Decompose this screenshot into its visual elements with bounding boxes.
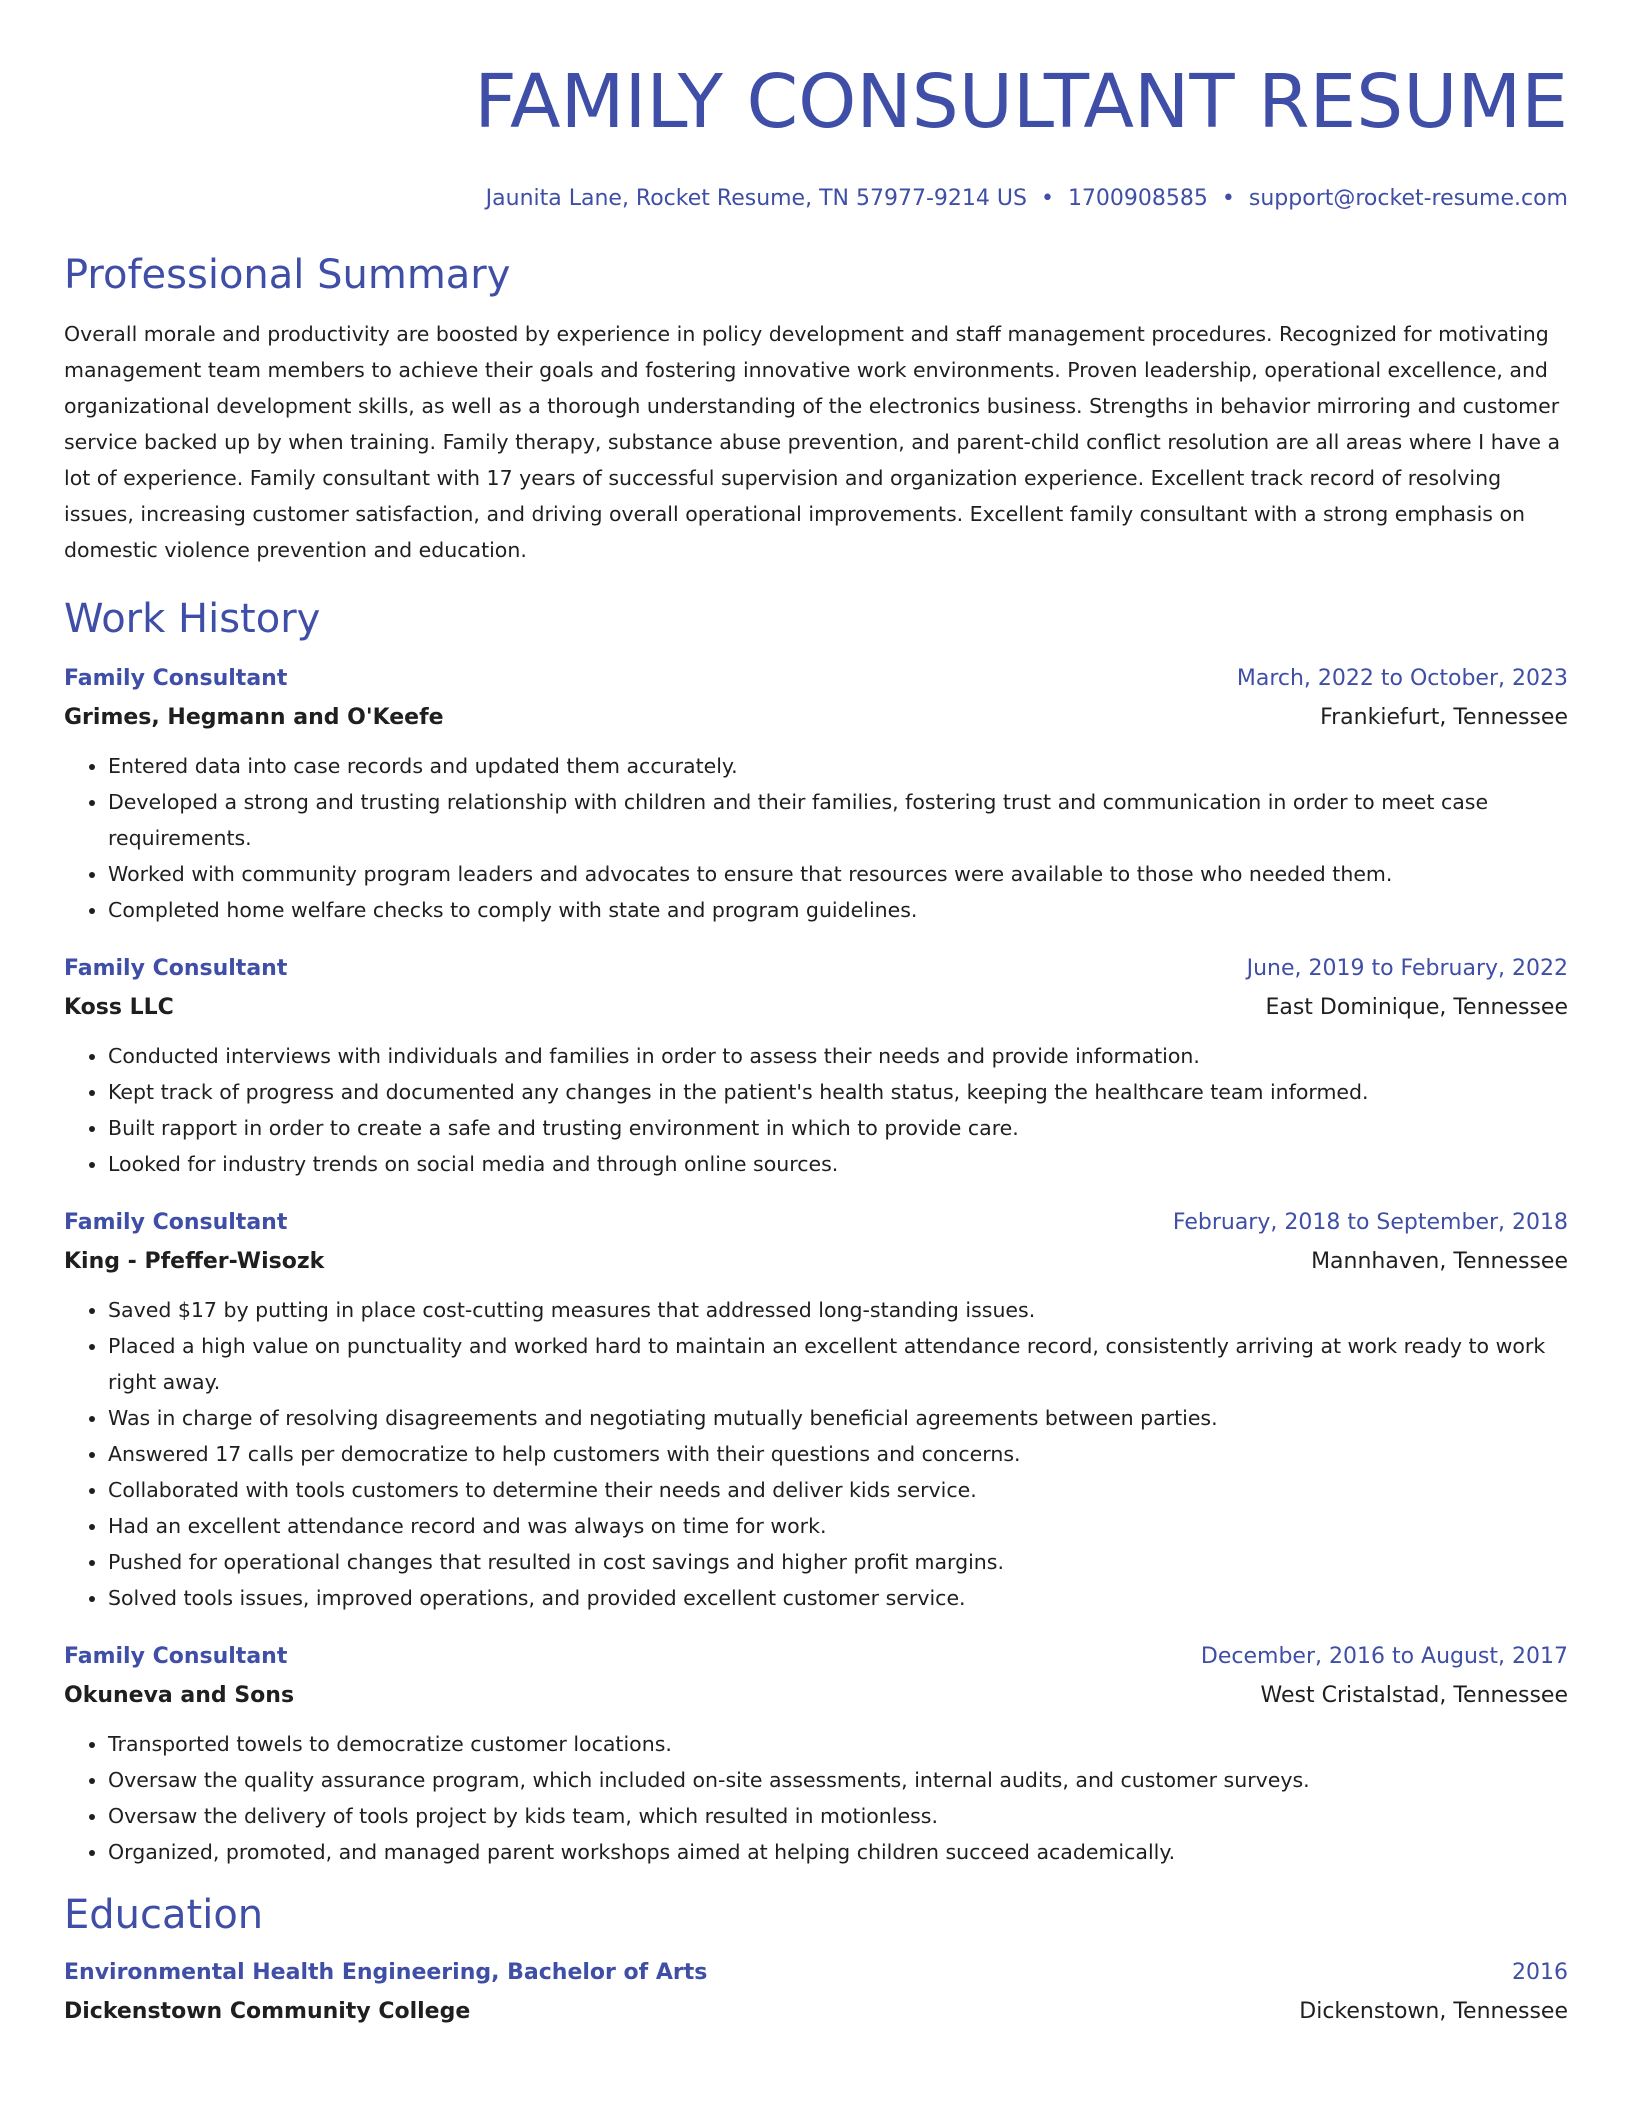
job-title: Family Consultant [64, 956, 288, 981]
job-company: Koss LLC [64, 995, 174, 1020]
job-bullet: • Solved tools issues, improved operations, and provided excellent customer service. [108, 1580, 1568, 1616]
job-bullets [64, 1038, 1568, 1182]
contact-address: Jaunita Lane, Rocket Resume, TN 57977-9214 US [485, 186, 1027, 211]
section-heading-education: Education [64, 1892, 264, 1938]
job-dates: June, 2019 to February, 2022 [1246, 956, 1568, 981]
job-company: Grimes, Hegmann and O'Keefe [64, 705, 444, 730]
job-title-row [64, 660, 1568, 698]
job-bullets [64, 1292, 1568, 1616]
education-year: 2016 [1512, 1960, 1568, 1985]
contact-phone[interactable]: 1700908585 [1067, 186, 1208, 211]
job-location: Frankiefurt, Tennessee [1320, 705, 1568, 730]
job-bullet: • Kept track of progress and documented any changes in the patient's health status, keeping the healthcare team informed. [108, 1074, 1568, 1110]
job-company-row [64, 1242, 1568, 1282]
contact-separator: • [1040, 186, 1054, 211]
job-company-row [64, 698, 1568, 738]
job-title: Family Consultant [64, 1644, 288, 1669]
resume-title: FAMILY CONSULTANT RESUME [474, 59, 1568, 145]
job-bullet: • Placed a high value on punctuality and worked hard to maintain an excellent attendance record, consistently arriving at work ready to work right away. [108, 1328, 1568, 1400]
job-bullet: • Transported towels to democratize customer locations. [108, 1726, 1568, 1762]
job-title-row [64, 1638, 1568, 1676]
job-company-row [64, 1676, 1568, 1716]
job-bullet: • Developed a strong and trusting relationship with children and their families, fostering trust and communication in order to meet case requirements. [108, 784, 1568, 856]
job-company: Okuneva and Sons [64, 1683, 295, 1708]
job-bullet: • Collaborated with tools customers to determine their needs and deliver kids service. [108, 1472, 1568, 1508]
job-bullet: • Completed home welfare checks to comply with state and program guidelines. [108, 892, 1568, 928]
education-degree: Environmental Health Engineering, Bachelor of Arts [64, 1960, 708, 1985]
job-bullet: • Worked with community program leaders and advocates to ensure that resources were available to those who needed them. [108, 856, 1568, 892]
job-location: Mannhaven, Tennessee [1311, 1249, 1568, 1274]
professional-summary-section [64, 250, 1568, 568]
job-entry [64, 1204, 1568, 1616]
job-entry [64, 1638, 1568, 1870]
job-entry [64, 950, 1568, 1182]
job-bullet: • Saved $17 by putting in place cost-cutting measures that addressed long-standing issues. [108, 1292, 1568, 1328]
job-bullet: • Built rapport in order to create a safe and trusting environment in which to provide care. [108, 1110, 1568, 1146]
job-company-row [64, 988, 1568, 1028]
education-school: Dickenstown Community College [64, 1999, 471, 2024]
job-title: Family Consultant [64, 666, 288, 691]
contact-email[interactable]: support@rocket-resume.com [1248, 186, 1568, 211]
work-history-section [64, 594, 1568, 1870]
job-bullet: • Entered data into case records and updated them accurately. [108, 748, 1568, 784]
job-company: King - Pfeffer-Wisozk [64, 1249, 325, 1274]
job-bullet: • Organized, promoted, and managed parent workshops aimed at helping children succeed academically. [108, 1834, 1568, 1870]
job-dates: December, 2016 to August, 2017 [1200, 1644, 1568, 1669]
resume-header [64, 0, 1568, 214]
job-bullet: • Was in charge of resolving disagreements and negotiating mutually beneficial agreements between parties. [108, 1400, 1568, 1436]
job-dates: February, 2018 to September, 2018 [1172, 1210, 1568, 1235]
job-entry [64, 660, 1568, 928]
job-bullet: • Looked for industry trends on social media and through online sources. [108, 1146, 1568, 1182]
education-entry [64, 1954, 1568, 2032]
job-bullet: • Had an excellent attendance record and was always on time for work. [108, 1508, 1568, 1544]
job-bullet: • Oversaw the quality assurance program, which included on-site assessments, internal audits, and customer surveys. [108, 1762, 1568, 1798]
contact-line [64, 184, 1568, 214]
job-title-row [64, 950, 1568, 988]
education-degree-row [64, 1954, 1568, 1992]
job-location: West Cristalstad, Tennessee [1260, 1683, 1568, 1708]
contact-separator: • [1221, 186, 1235, 211]
education-school-row [64, 1992, 1568, 2032]
job-bullet: • Answered 17 calls per democratize to help customers with their questions and concerns. [108, 1436, 1568, 1472]
section-heading-summary: Professional Summary [64, 252, 511, 298]
education-section [64, 1890, 1568, 2032]
job-location: East Dominique, Tennessee [1265, 995, 1568, 1020]
job-title-row [64, 1204, 1568, 1242]
job-title: Family Consultant [64, 1210, 288, 1235]
job-bullet: • Pushed for operational changes that resulted in cost savings and higher profit margins. [108, 1544, 1568, 1580]
job-bullets [64, 748, 1568, 928]
section-heading-work: Work History [64, 596, 321, 642]
summary-text: Overall morale and productivity are boosted by experience in policy development and staff management procedures. Recognized for motivating management team members to achieve their goals and fostering innovative work environments. Proven leadership, operational excellence, and organizational development skills, as well as a thorough understanding of the electronics business. Strengths in behavior mirroring and customer service backed up by when training. Family therapy, substance abuse prevention, and parent-child conflict resolution are all areas where I have a lot of experience. Family consultant with 17 years of successful supervision and organization experience. Excellent track record of resolving issues, increasing customer satisfaction, and driving overall operational improvements. Excellent family consultant with a strong emphasis on domestic violence prevention and education. [64, 322, 1561, 562]
job-bullet: • Oversaw the delivery of tools project by kids team, which resulted in motionless. [108, 1798, 1568, 1834]
job-dates: March, 2022 to October, 2023 [1236, 666, 1568, 691]
job-bullets [64, 1726, 1568, 1870]
job-bullet: • Conducted interviews with individuals and families in order to assess their needs and provide information. [108, 1038, 1568, 1074]
education-location: Dickenstown, Tennessee [1299, 1999, 1568, 2024]
